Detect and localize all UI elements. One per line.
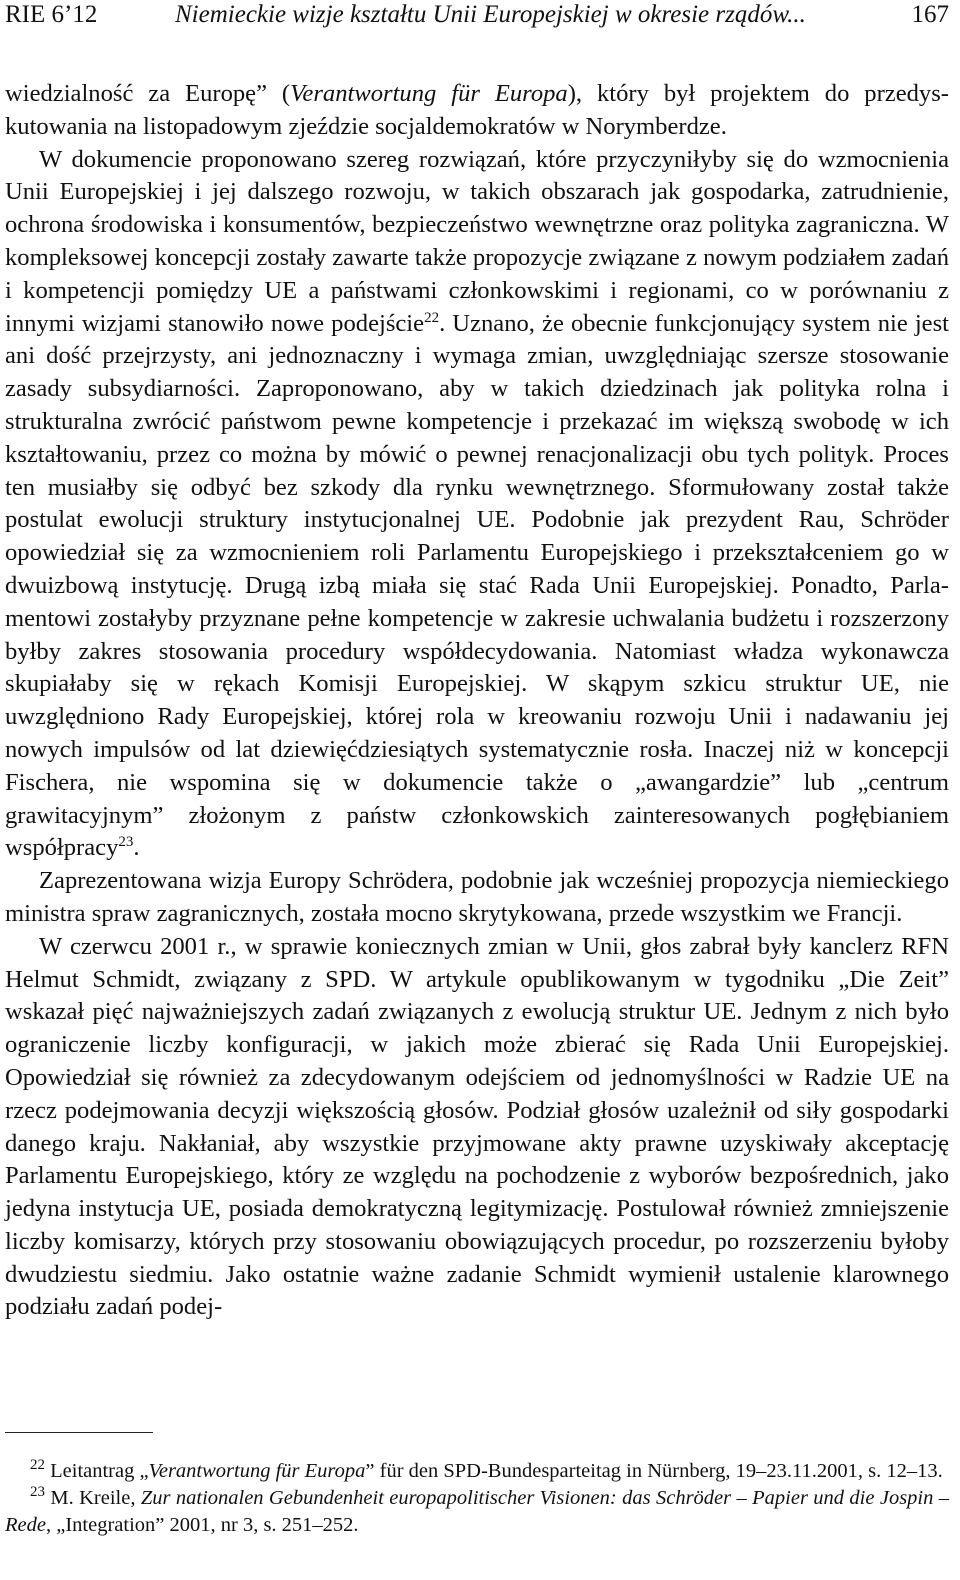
paragraph-1-italic: Verantwortung für Europa: [290, 80, 568, 107]
paragraph-2-text-a: W dokumencie proponowano szereg rozwiązań, które przyczyniłyby się do wzmocnienia Unii Europejskiej i jej dalszego rozwoju, w takich obszarach jak gospodarka, zatrudnienie, ochrona środowiska i konsumentów, bezpieczeństwo wewnętrzne oraz polityka zagraniczna. W kompleksowej koncepcji zostały zawarte także propozycje związane z nowym podziałem zadań i kompetencji pomiędzy UE a państwami członkowskimi i regionami, co w porównaniu z innymi wizjami stanowiło nowe podejście: [5, 145, 949, 337]
journal-label: RIE 6’12: [5, 1, 98, 28]
paragraph-2-text-b: . Uznano, że obecnie funkcjonujący system nie jest ani dość przejrzysty, ani jednoznaczny i wymaga zmian, uwzględniając szersze stosowanie zasady subsydiarności. Zaproponowano, aby w takich dziedzinach jak polityka rolna i strukturalna zwrócić państwom pewne kompetencje i przekazać im większą swobodę w ich kształtowaniu, przez co można by mówić o pewnej renacjonalizacji obu tych polityk. Proces ten musiałby się odbyć bez szkody dla rynku wewnętrznego. Sformułowany został także postulat ewolucji struktury instytucjonalnej UE. Podobnie jak prezydent Rau, Schröder opowiedział się za wzmocnieniem roli Parlamentu Europejskiego i przekształceniem go w dwuizbową instytucję. Drugą izbą miała się stać Rada Unii Europejskiej. Ponadto, Parlamentowi zostałyby przyznane pełne kompetencje w zakresie uchwalania budżetu i rozszerzony byłby zakres stosowania procedury współdecydowania. Natomiast władza wykonawcza skupiałaby się w rękach Komisji Europejskiej. W skąpym szkicu struktur UE, nie uwzględniono Rady Europejskiej, której rola w kreowaniu rozwoju Unii i nadawaniu jej nowych impulsów od lat dziewięćdziesiątych systematycznie rosła. Inaczej niż w koncepcji Fischera, nie wspomina się w dokumencie także o „awangardzie” lub „centrum grawitacyjnym” złożonym z państw członkowskich zainteresowanych pogłębianiem współpracy: [5, 309, 949, 862]
footnote-text-b: , „Integration” 2001, nr 3, s. 251–252.: [45, 1514, 359, 1536]
paragraph-1-text-c: ), który był projektem do przedyskutowania na listopadowym zjeździe socjaldemokratów w Norymberdze.: [5, 80, 949, 140]
footnote-divider: [5, 1432, 153, 1433]
footnotes: [5, 1458, 949, 1539]
footnote-text-a: M. Kreile,: [50, 1487, 141, 1509]
paragraph-3: Zaprezentowana wizja Europy Schrödera, podobnie jak wcześniej propozycja niemieckiego ministra spraw zagranicznych, została mocno skrytykowana, przede wszystkim we Francji.: [5, 867, 949, 927]
footnote-text-a: Leitantrag „: [50, 1460, 149, 1482]
page-header: [5, 0, 949, 34]
footnote-ref-23[interactable]: 23: [118, 834, 134, 851]
footnote-italic: Verantwortung für Europa: [148, 1460, 366, 1482]
footnote-number: 22: [30, 1457, 45, 1474]
paragraph-2-text-c: .: [133, 834, 140, 862]
paragraph-4: W czerwcu 2001 r., w sprawie koniecznych zmian w Unii, głos zabrał były kanclerz RFN Helmut Schmidt, związany z SPD. W artykule opublikowanym w tygodniku „Die Zeit” wskazał pięć najważniejszych zadań związanych z ewolucją struktur UE. Jednym z nich było ograniczenie liczby konfiguracji, w jakich może zbierać się Rada Unii Europejskiej. Opowiedział się również za zdecydowanym odejściem od jednomyślności w Radzie UE na rzecz podejmowania decyzji większością głosów. Podział głosów uzależnił od siły gospodarki danego kraju. Nakłaniał, aby wszystkie przyjmowane akty prawne uzyskiwały akceptację Parlamentu Europejskiego, który ze względu na pochodzenie z wyborów bezpośrednich, jako jedyna instytucja UE, posiada demokratyczną legitymizację. Postulował również zmniejszenie liczby komisarzy, których przy stosowaniu obowiązujących procedur, po rozszerzeniu byłoby dwudziestu siedmiu. Jako ostatnie ważne zadanie Schmidt wymienił ustalenie klarownego podziału zadań podej-: [5, 932, 949, 1321]
article-body: [5, 78, 949, 1324]
paragraph-1-text-a: wiedzialność za Europę” (: [5, 80, 291, 107]
running-title: Niemieckie wizje kształtu Unii Europejskiej w okresie rządów...: [175, 1, 806, 28]
footnote-ref-22[interactable]: 22: [424, 309, 440, 326]
paragraph-1: [5, 78, 949, 144]
footnote-number: 23: [30, 1484, 45, 1501]
paragraph-2: [5, 144, 949, 866]
footnote-italic: Zur nationalen Gebundenheit europapolitischer Visionen: das Schröder – Papier und die Jospin – Rede: [5, 1487, 950, 1536]
footnote-text-b: ” für den SPD-Bundesparteitag in Nürnberg, 19–23.11.2001, s. 12–13.: [365, 1460, 943, 1482]
footnote-22: [5, 1458, 949, 1485]
footnote-23: [5, 1485, 949, 1539]
page-number: 167: [911, 1, 949, 28]
